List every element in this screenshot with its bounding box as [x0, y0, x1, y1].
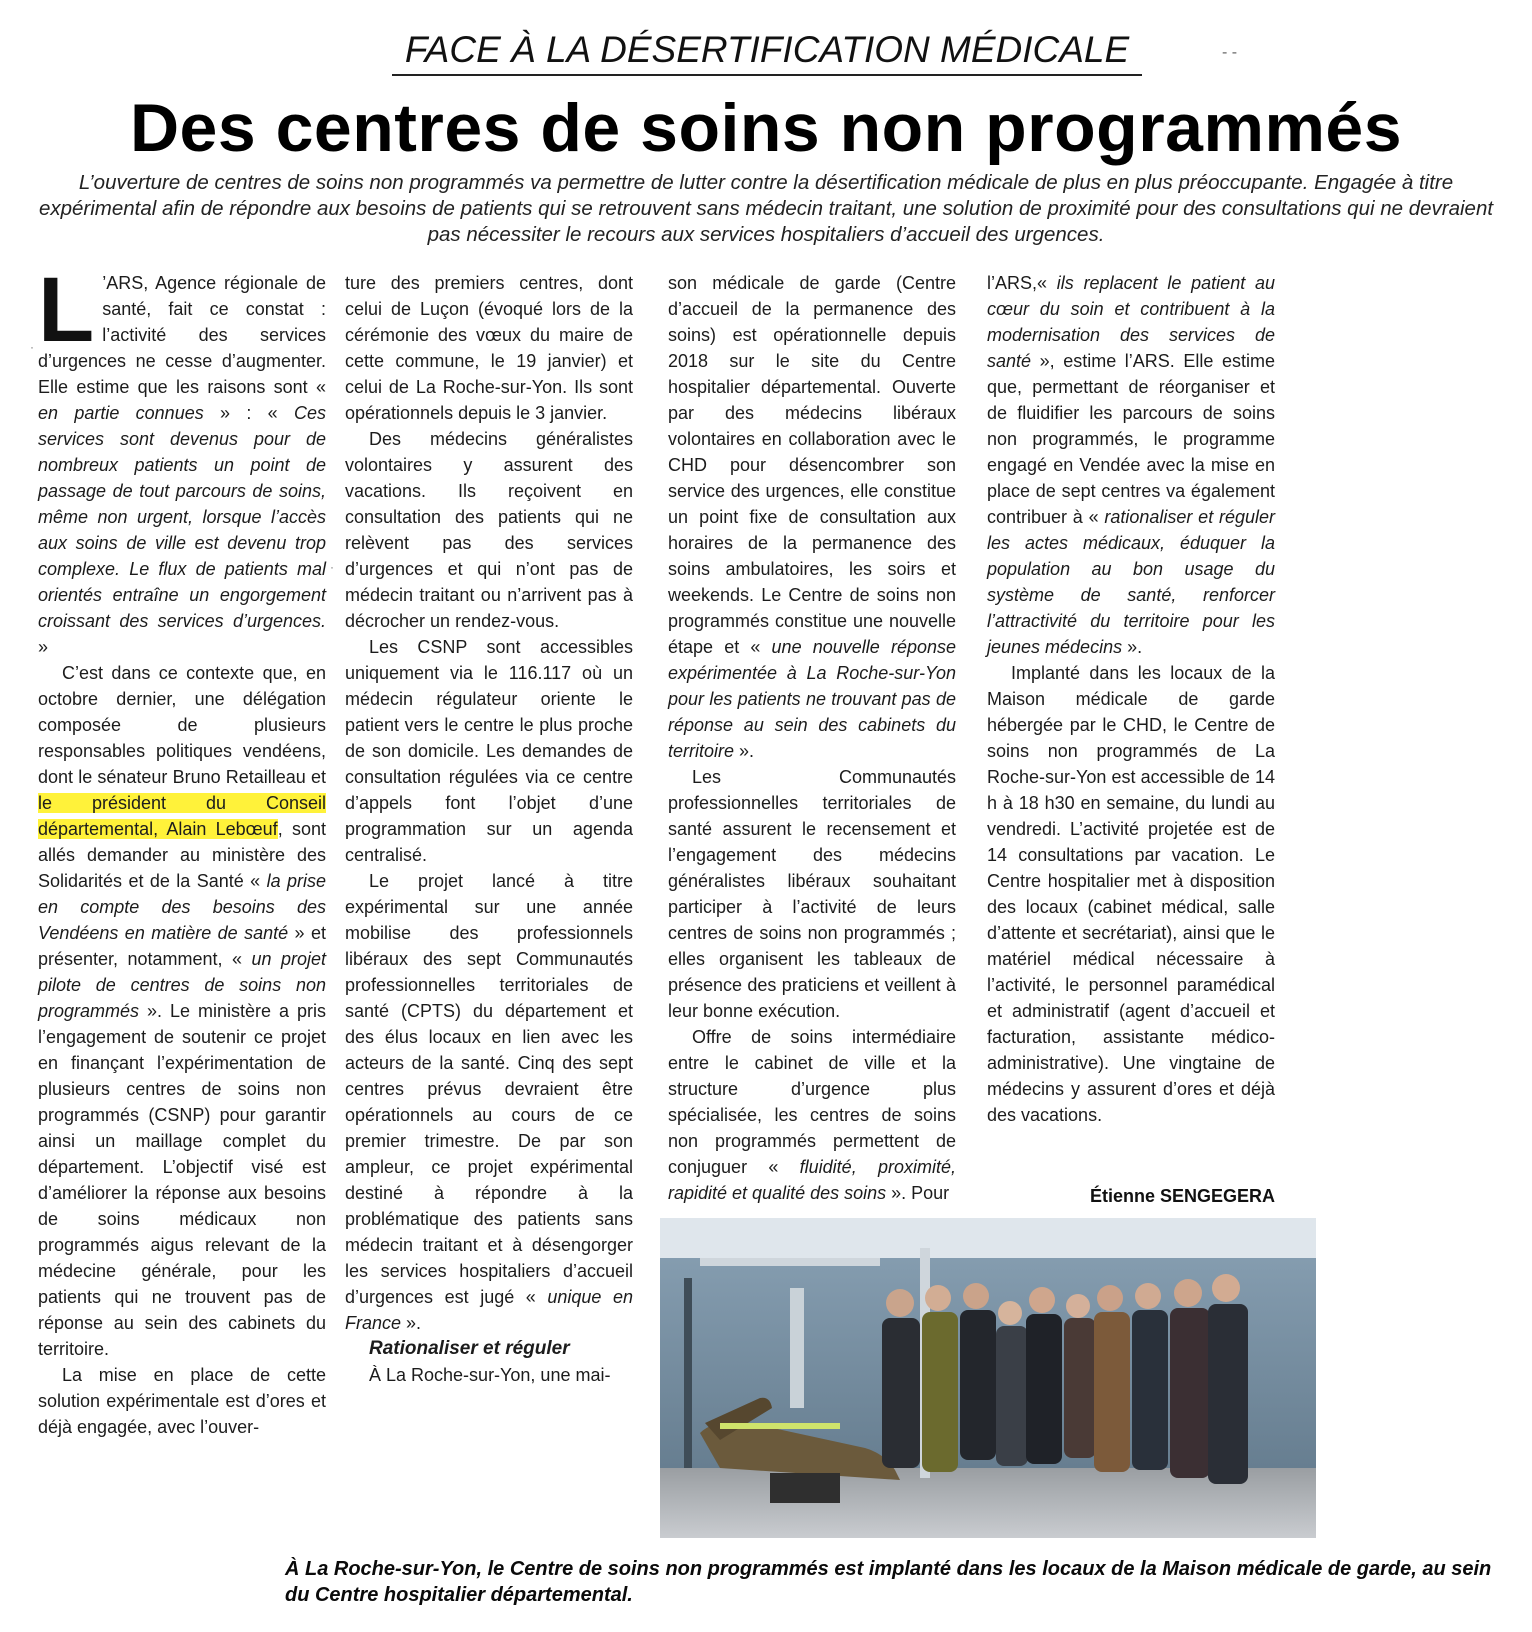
- column-2-paragraph-4: [345, 868, 633, 1336]
- text-run: » et présenter, notamment, «: [38, 923, 326, 969]
- column-2-paragraph-3: Les CSNP sont accessibles uniquement via le 116.117 où un médecin régulateur oriente le patient vers le centre le plus proche de son domicile. Les demandes de consultation régulées via ce centre d’appels font l’objet d’une programmation sur un agenda centralisé.: [345, 637, 633, 865]
- photo-illustration: [660, 1218, 1316, 1538]
- drop-cap: L: [38, 259, 95, 361]
- author-byline: Étienne SENGEGERA: [1089, 1186, 1275, 1206]
- quote-run: unique en France: [345, 1287, 633, 1333]
- column-3-paragraph-1: [668, 270, 956, 764]
- quote-run: rationaliser et réguler les actes médicaux, éduquer la population au bon usage du système de santé, renforcer l’attractivité du territoire pour les jeunes médecins: [987, 507, 1275, 657]
- article-headline: Des centres de soins non programmés: [129, 90, 1403, 166]
- article-column-4: [987, 270, 1275, 1128]
- quote-run: Ces services sont devenus pour de nombreux patients un point de passage de tout parcours de soins, même non urgent, lorsque l’accès aux soins de ville est devenu trop complexe. Le flux de patients mal orientés entraîne un engorgement croissant des services d’urgences.: [38, 403, 326, 631]
- scan-specks: - -: [1222, 44, 1238, 61]
- scan-mark: ·: [30, 340, 34, 354]
- text-run: ».: [401, 1313, 422, 1333]
- quote-run: fluidité, proximité, rapidité et qualité des soins: [668, 1157, 956, 1203]
- quote-run: une nouvelle réponse expérimentée à La Roche-sur-Yon pour les patients ne trouvant pas de réponse au sein des cabinets du territoire: [668, 637, 956, 761]
- text-run: Le projet lancé à titre expérimental sur une année mobilise des professionnels libéraux des sept Communautés professionnelles territoriales de santé (CPTS) du département et des élus locaux en lien avec les acteurs de la santé. Cinq des sept centres prévus devraient être opérationnels au cours de ce premier trimestre. De par son ampleur, ce projet expérimental destiné à répondre à la problématique des patients sans médecin traitant et à désengorger les services hospitaliers d’accueil d’urgences est jugé «: [345, 871, 633, 1307]
- column-3-paragraph-3: [668, 1024, 956, 1206]
- highlighted-text: le président du Conseil départemental, Alain Lebœuf: [38, 793, 326, 839]
- text-run: Offre de soins intermédiaire entre le cabinet de ville et la structure d’urgence plus spécialisée, les centres de soins non programmés permettent de conjuguer «: [668, 1027, 956, 1177]
- text-run: ».: [1122, 637, 1143, 657]
- text-run: C’est dans ce contexte que, en octobre dernier, une délégation composée de plusieurs responsables politiques vendéens, dont le sénateur Bruno Retailleau et: [38, 663, 326, 787]
- text-run: », estime l’ARS. Elle estime que, permettant de réorganiser et de fluidifier les parcours de soins non programmés, le programme engagé en Vendée avec la mise en place de sept centres va également contribuer à «: [987, 351, 1275, 527]
- column-1-paragraph-3: La mise en place de cette solution expérimentale est d’ores et déjà engagée, avec l’ouver-: [38, 1365, 326, 1437]
- column-4-paragraph-2: Implanté dans les locaux de la Maison médicale de garde hébergée par le CHD, le Centre de soins non programmés de La Roche-sur-Yon est accessible de 14 h à 18 h30 en semaine, du lundi au vendredi. L’activité projetée est de 14 consultations par vacation. Le Centre hospitalier met à disposition des locaux (cabinet médical, salle d’attente et secrétariat), ainsi que le matériel médical nécessaire à l’activité, le personnel paramédical et administratif (agent d’accueil et facturation, assistante médico-administrative). Une vingtaine de médecins y assurent d’ores et déjà des vacations.: [987, 663, 1275, 1125]
- section-subhead: Rationaliser et réguler: [369, 1338, 570, 1359]
- quote-run: en partie connues: [38, 403, 204, 423]
- article-photo: [660, 1218, 1316, 1538]
- column-4-paragraph-1: [987, 270, 1275, 660]
- article-column-3: [668, 270, 956, 1206]
- text-run: » : «: [203, 403, 294, 423]
- quote-run: un projet pilote de centres de soins non programmés: [38, 949, 326, 1021]
- photo-caption: À La Roche-sur-Yon, le Centre de soins non programmés est implanté dans les locaux de la Maison médicale de garde, au sein du Centre hospitalier départemental.: [285, 1558, 1492, 1606]
- quote-run: ils replacent le patient au cœur du soin et contribuent à la modernisation des services de santé: [987, 273, 1275, 371]
- quote-run: la prise en compte des besoins des Vendéens en matière de santé: [38, 871, 327, 943]
- article-column-1: [38, 259, 327, 1440]
- article-kicker: FACE À LA DÉSERTIFICATION MÉDICALE: [392, 28, 1142, 76]
- text-run: ’ARS, Agence régionale de santé, fait ce constat : l’activité des services d’urgences ne cesse d’augmenter. Elle estime que les raisons sont «: [38, 273, 326, 397]
- text-run: ».: [734, 741, 755, 761]
- column-2-paragraph-5: À La Roche-sur-Yon, une mai-: [369, 1365, 611, 1385]
- column-1-paragraph-1: [38, 259, 326, 660]
- text-run: ». Pour: [886, 1183, 950, 1203]
- article-column-2: [345, 270, 633, 1388]
- column-3-paragraph-2: Les Communautés professionnelles territoriales de santé assurent le recensement et l’engagement des médecins généralistes libéraux souhaitant participer à l’activité de leurs centres de soins non programmés ; elles organisent les tableaux de présence des praticiens et veillent à leur bonne exécution.: [668, 767, 956, 1021]
- scan-mark: ·: [330, 560, 334, 574]
- text-run: »: [38, 637, 49, 657]
- column-2-paragraph-1: ture des premiers centres, dont celui de Luçon (évoqué lors de la cérémonie des vœux du maire de cette commune, le 19 janvier) et celui de La Roche-sur-Yon. Ils sont opérationnels depuis le 3 janvier.: [345, 273, 633, 423]
- text-run: son médicale de garde (Centre d’accueil de la permanence des soins) est opérationnelle depuis 2018 sur le site du Centre hospitalier départemental. Ouverte par des médecins libéraux volontaires en collaboration avec le CHD pour désencombrer son service des urgences, elle constitue un point fixe de consultation aux horaires de la permanence des soins ambulatoires, les soirs et weekends. Le Centre de soins non programmés constitue une nouvelle étape et «: [668, 273, 956, 657]
- column-2-paragraph-2: Des médecins généralistes volontaires y assurent des vacations. Ils reçoivent en consultation des patients qui ne relèvent pas des services d’urgences et qui n’ont pas de médecin traitant ou n’arrivent pas à décrocher un rendez-vous.: [345, 429, 633, 631]
- article-lede: L’ouverture de centres de soins non programmés va permettre de lutter contre la désertification médicale de plus en plus préoccupante. Engagée à titre expérimental afin de répondre aux besoins de patients qui se retrouvent sans médecin traitant, une solution de proximité pour des consultations qui ne devraient pas nécessiter le recours aux services hospitaliers d’accueil des urgences.: [38, 171, 1494, 246]
- text-run: l’ARS,«: [987, 273, 1057, 293]
- text-run: , sont allés demander au ministère des Solidarités et de la Santé «: [38, 819, 326, 891]
- column-1-paragraph-2: [38, 660, 326, 1362]
- text-run: ». Le ministère a pris l’engagement de soutenir ce projet en finançant l’expérimentation de plusieurs centres de soins non programmés (CSNP) pour garantir ainsi un maillage complet du département. L’objectif visé est d’améliorer la réponse aux besoins de soins médicaux non programmés aigus relevant de la médecine générale, pour les patients qui ne trouvent pas de réponse au sein des cabinets du territoire.: [38, 1001, 326, 1359]
